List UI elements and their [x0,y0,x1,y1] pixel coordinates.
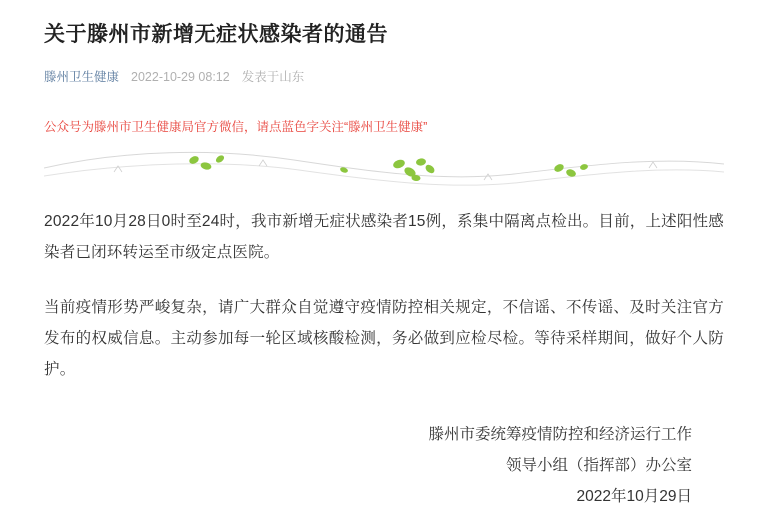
signature-org-line1: 滕州市委统筹疫情防控和经济运行工作 [428,426,692,443]
signature-date: 2022年10月29日 [576,488,692,505]
page-title: 关于滕州市新增无症状感染者的通告 [44,23,388,46]
vine-divider-icon [44,142,724,194]
signature-block [44,419,724,512]
article-meta [44,68,724,86]
meta-datetime: 2022-10-29 08:12 [131,70,230,84]
body-paragraph-1: 2022年10月28日0时至24时，我市新增无症状感染者15例，系集中隔离点检出。目前，上述阳性感染者已闭环转运至市级定点医院。 [44,213,724,261]
follow-notice: 公众号为滕州市卫生健康局官方微信，请点蓝色字关注“滕州卫生健康” [44,120,428,134]
meta-account-name[interactable]: 滕州卫生健康 [44,70,120,84]
decorative-divider [44,142,724,194]
meta-location: 发表于山东 [241,70,305,84]
signature-org-line2: 领导小组（指挥部）办公室 [505,457,692,474]
body-paragraph-2: 当前疫情形势严峻复杂，请广大群众自觉遵守疫情防控相关规定，不信谣、不传谣、及时关注官方发布的权威信息。主动参加每一轮区域核酸检测，务必做到应检尽检。等待采样期间，做好个人防护。 [44,299,724,378]
